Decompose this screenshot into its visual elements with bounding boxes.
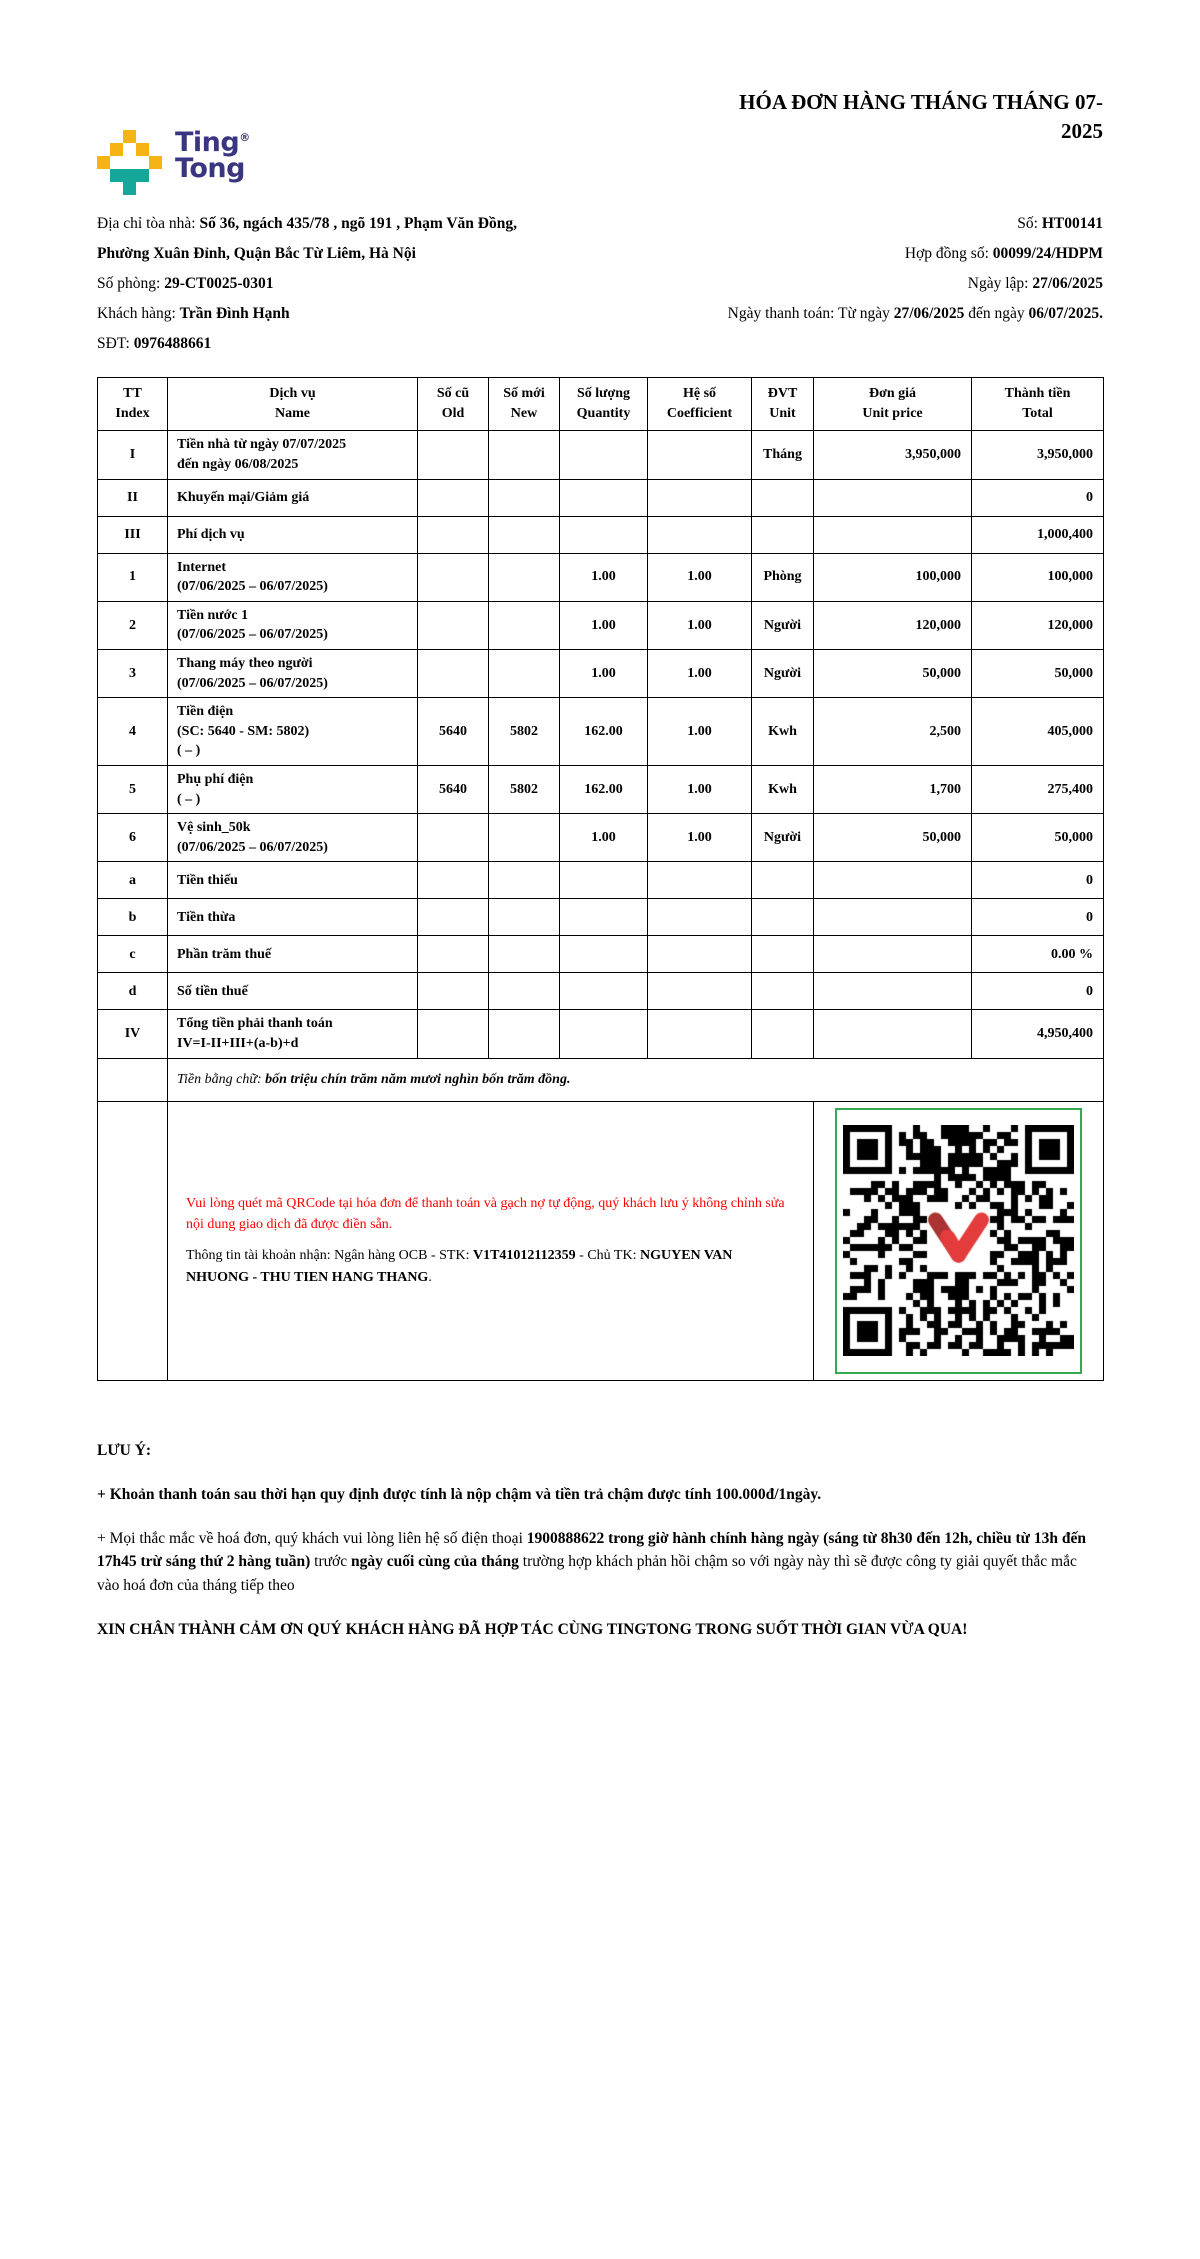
service-name-cell [168,601,418,649]
table-row [98,553,1104,601]
old-reading-cell [418,601,489,649]
logo-pixel [123,182,136,195]
account-holder: NGUYEN VAN NHUONG - THU TIEN HANG THANG [186,1248,733,1285]
col-header-new: Số mới New [489,377,560,431]
service-name-line: Tiền thừa [177,909,236,925]
brand-wordmark [175,127,250,185]
table-row [98,936,1104,973]
table-row [98,516,1104,553]
service-name-line: Khuyến mại/Giảm giá [177,489,310,505]
coefficient-cell: 1.00 [648,553,752,601]
invoice-table [97,377,1104,1381]
thank-you-message: XIN CHÂN THÀNH CẢM ƠN QUÝ KHÁCH HÀNG ĐÃ HỢP TÁC CÙNG TINGTONG TRONG SUỐT THỜI GIAN VỪA QUA! [97,1620,968,1638]
unit-cell: Phòng [752,553,814,601]
note-text: trường hợp khách phản hồi chậm so với ngày này thì sẽ được công ty giải quyết thắc mắc vào hoá đơn của tháng tiếp theo [97,1553,1077,1594]
amount-in-words-value: bốn triệu chín trăm năm mươi nghìn bốn trăm đồng. [265,1071,571,1087]
quantity-cell [560,1010,648,1058]
index-cell: 4 [98,698,168,766]
coefficient-cell [648,862,752,899]
field-value: Số 36, ngách 435/78 , ngõ 191 , Phạm Văn Đồng, [199,215,517,232]
invoice-table-footer [98,1058,1104,1380]
coefficient-cell: 1.00 [648,698,752,766]
field-value: 06/07/2025. [1028,304,1103,322]
old-reading-cell: 5640 [418,698,489,766]
old-reading-cell [418,814,489,862]
account-label: - Chủ TK: [575,1248,640,1264]
unit-price-cell [814,936,972,973]
invoice-title-line2: 2025 [1061,119,1103,144]
service-name-cell [168,479,418,516]
index-cell: d [98,973,168,1010]
index-cell: I [98,431,168,479]
col-header-quantity: Số lượng Quantity [560,377,648,431]
customer-phone [97,333,517,355]
unit-cell: Người [752,814,814,862]
table-header-row [98,377,1104,431]
qr-payment-notice: Vui lòng quét mã QRCode tại hóa đơn để thanh toán và gạch nợ tự động, quý khách lưu ý không chỉnh sửa nội dung giao dịch đã được điền sẵn. [186,1195,785,1233]
unit-cell [752,516,814,553]
total-cell: 0 [972,899,1104,936]
logo-pixel [110,143,123,156]
footer-notes [97,1439,1103,1642]
unit-price-cell [814,862,972,899]
new-reading-cell: 5802 [489,698,560,766]
unit-cell [752,479,814,516]
hotline-note [97,1527,1103,1597]
old-reading-cell [418,862,489,899]
brand-logo [97,127,250,195]
old-reading-cell [418,479,489,516]
index-cell: a [98,862,168,899]
total-cell: 0 [972,973,1104,1010]
service-name-cell [168,973,418,1010]
table-row [98,698,1104,766]
col-header-old: Số cũ Old [418,377,489,431]
unit-price-cell: 1,700 [814,765,972,813]
quantity-cell [560,973,648,1010]
table-row [98,1010,1104,1058]
hotline-number: 1900888622 trong giờ hành chính hàng ngày (sáng từ 8h30 đến 12h, chiều từ 13h đến 17h45 trừ sáng thứ 2 hàng tuần) [97,1530,1086,1571]
quantity-cell [560,936,648,973]
unit-price-cell: 50,000 [814,814,972,862]
field-label: Số: [1017,215,1042,232]
unit-cell [752,1010,814,1058]
service-name-line: Tiền điện [177,704,234,720]
total-cell: 3,950,000 [972,431,1104,479]
total-cell: 0 [972,479,1104,516]
service-name-line: ( – ) [177,791,201,807]
field-label: Hợp đồng số: [904,244,993,262]
invoice-title-line1: HÓA ĐƠN HÀNG THÁNG THÁNG 07- [739,90,1103,114]
index-cell: III [98,516,168,553]
field-value: Phường Xuân Đỉnh, Quận Bắc Từ Liêm, Hà Nội [97,244,416,262]
customer-name [97,303,517,325]
quantity-cell: 1.00 [560,650,648,698]
new-reading-cell: 5802 [489,765,560,813]
unit-cell [752,973,814,1010]
index-cell: 2 [98,601,168,649]
coefficient-cell: 1.00 [648,650,752,698]
quantity-cell [560,431,648,479]
field-value: 0976488661 [133,334,212,352]
building-info [97,213,517,363]
table-row [98,650,1104,698]
total-cell: 1,000,400 [972,516,1104,553]
service-name-line: Số tiền thuế [177,983,248,999]
new-reading-cell [489,936,560,973]
quantity-cell: 1.00 [560,553,648,601]
col-header-index: TT Index [98,377,168,431]
qr-code [843,1125,1074,1356]
service-name-line: Phần trăm thuế [177,946,272,962]
building-address-line1 [97,213,517,235]
field-value: HT00141 [1041,215,1103,232]
service-name-line: Phí dịch vụ [177,526,245,542]
room-number [97,273,517,295]
contract-number [728,243,1103,265]
unit-cell [752,862,814,899]
quantity-cell: 1.00 [560,601,648,649]
field-value: 27/06/2025 [1032,274,1103,292]
unit-price-cell [814,1010,972,1058]
service-name-line: Tiền nhà từ ngày 07/07/2025 [177,437,347,453]
new-reading-cell [489,516,560,553]
old-reading-cell [418,899,489,936]
service-name-line: đến ngày 06/08/2025 [177,457,299,473]
total-cell: 50,000 [972,650,1104,698]
coefficient-cell [648,1010,752,1058]
old-reading-cell: 5640 [418,765,489,813]
service-name-line: (07/06/2025 – 06/07/2025) [177,675,328,691]
old-reading-cell [418,553,489,601]
total-cell: 50,000 [972,814,1104,862]
new-reading-cell [489,553,560,601]
service-name-line: Vệ sinh_50k [177,820,251,836]
service-name-line: Thang máy theo người [177,656,313,671]
logo-pixel [97,156,110,169]
old-reading-cell [418,973,489,1010]
unit-price-cell [814,973,972,1010]
index-cell: 5 [98,765,168,813]
unit-cell [752,899,814,936]
old-reading-cell [418,650,489,698]
invoice-title [739,88,1103,147]
service-name-line: (07/06/2025 – 06/07/2025) [177,579,328,595]
coefficient-cell [648,973,752,1010]
amount-in-words-label: Tiền bằng chữ: [177,1071,266,1087]
payment-period [728,303,1103,325]
new-reading-cell [489,431,560,479]
service-name-line: (07/06/2025 – 06/07/2025) [177,839,328,855]
coefficient-cell [648,936,752,973]
logo-pixel [149,156,162,169]
unit-price-cell: 100,000 [814,553,972,601]
invoice-number [728,213,1103,235]
amount-in-words-cell [168,1058,1104,1101]
field-value: 00099/24/HDPM [992,244,1103,262]
header [97,88,1103,195]
unit-price-cell: 120,000 [814,601,972,649]
service-name-line: IV=I-II+III+(a-b)+d [177,1035,299,1051]
quantity-cell: 1.00 [560,814,648,862]
col-header-coefficient: Hệ số Coefficient [648,377,752,431]
coefficient-cell [648,516,752,553]
invoice-meta [728,213,1103,363]
total-cell: 100,000 [972,553,1104,601]
service-name-cell [168,650,418,698]
unit-cell: Người [752,650,814,698]
note-text-bold: ngày cuối cùng của tháng [350,1553,519,1571]
service-name-line: Tiền nước 1 [177,607,249,623]
index-cell: IV [98,1010,168,1058]
field-label: Số phòng: [97,274,165,292]
table-row [98,765,1104,813]
field-label: Ngày lập: [967,274,1033,292]
total-cell: 4,950,400 [972,1010,1104,1058]
new-reading-cell [489,1010,560,1058]
notes-heading: LƯU Ý: [97,1441,152,1459]
unit-price-cell: 2,500 [814,698,972,766]
unit-price-cell: 50,000 [814,650,972,698]
total-cell: 405,000 [972,698,1104,766]
payment-instructions-cell [168,1101,814,1380]
table-row [98,479,1104,516]
field-label: Khách hàng: [97,304,180,322]
table-row [98,862,1104,899]
field-label: Địa chỉ tòa nhà: [97,215,200,232]
coefficient-cell [648,479,752,516]
field-label: Ngày thanh toán: Từ ngày [727,304,894,322]
old-reading-cell [418,431,489,479]
new-reading-cell [489,601,560,649]
new-reading-cell [489,862,560,899]
service-name-cell [168,553,418,601]
index-cell: II [98,479,168,516]
invoice-table-body [98,431,1104,1058]
table-row [98,973,1104,1010]
total-cell: 0 [972,862,1104,899]
quantity-cell [560,899,648,936]
table-row [98,601,1104,649]
old-reading-cell [418,936,489,973]
unit-price-cell [814,516,972,553]
account-label: . [428,1269,432,1285]
issue-date [728,273,1103,295]
unit-cell: Kwh [752,765,814,813]
coefficient-cell [648,431,752,479]
empty-index-cell [98,1101,168,1380]
logo-pixel [136,169,149,182]
total-cell: 0.00 % [972,936,1104,973]
invoice-table-head [98,377,1104,431]
old-reading-cell [418,1010,489,1058]
unit-cell: Người [752,601,814,649]
old-reading-cell [418,516,489,553]
brand-name-line2: Tong [175,153,245,185]
service-name-line: Tiền thiếu [177,872,238,888]
brand-name-line1: Ting [175,127,240,158]
new-reading-cell [489,973,560,1010]
new-reading-cell [489,899,560,936]
qr-code-cell [814,1101,1104,1380]
quantity-cell: 162.00 [560,765,648,813]
field-value: 29-CT0025-0301 [164,274,274,292]
unit-cell: Kwh [752,698,814,766]
index-cell: 3 [98,650,168,698]
logo-pixel [123,130,136,143]
field-label: SĐT: [97,334,134,352]
unit-price-cell: 3,950,000 [814,431,972,479]
account-number: V1T41012112359 [472,1248,576,1264]
service-name-line: (07/06/2025 – 06/07/2025) [177,627,328,643]
service-name-cell [168,765,418,813]
service-name-cell [168,814,418,862]
col-header-total: Thành tiền Total [972,377,1104,431]
note-text: + Mọi thắc mắc về hoá đơn, quý khách vui lòng liên hệ số điện thoại [97,1530,527,1548]
service-name-cell [168,899,418,936]
col-header-unit: ĐVT Unit [752,377,814,431]
service-name-line: Tổng tiền phải thanh toán [177,1016,333,1032]
field-value: 27/06/2025 [893,304,965,322]
coefficient-cell: 1.00 [648,765,752,813]
amount-in-words-row [98,1058,1104,1101]
new-reading-cell [489,650,560,698]
field-value: Trần Đình Hạnh [179,304,290,322]
tingtong-logo-icon [97,130,162,195]
index-cell: 1 [98,553,168,601]
index-cell: c [98,936,168,973]
col-header-name: Dịch vụ Name [168,377,418,431]
logo-pixel [110,169,123,182]
quantity-cell: 162.00 [560,698,648,766]
service-name-cell [168,936,418,973]
qr-row [98,1101,1104,1380]
quantity-cell [560,516,648,553]
unit-price-cell [814,479,972,516]
service-name-line: (SC: 5640 - SM: 5802) [177,723,310,739]
new-reading-cell [489,479,560,516]
index-cell: 6 [98,814,168,862]
unit-cell [752,936,814,973]
quantity-cell [560,862,648,899]
unit-cell: Tháng [752,431,814,479]
table-row [98,814,1104,862]
service-name-cell [168,516,418,553]
coefficient-cell: 1.00 [648,601,752,649]
logo-pixel [136,143,149,156]
service-name-line: Phụ phí điện [177,771,254,787]
quantity-cell [560,479,648,516]
note-text: trước [310,1553,351,1571]
col-header-unit-price: Đơn giá Unit price [814,377,972,431]
late-payment-note: + Khoản thanh toán sau thời hạn quy định được tính là nộp chậm và tiền trả chậm được tính 100.000đ/1ngày. [97,1485,822,1503]
total-cell: 120,000 [972,601,1104,649]
qr-frame [835,1108,1082,1374]
service-name-cell [168,1010,418,1058]
service-name-line: ( – ) [177,743,201,759]
field-label: đến ngày [964,304,1029,322]
service-name-cell [168,431,418,479]
empty-index-cell [98,1058,168,1101]
logo-pixel [123,169,136,182]
table-row [98,899,1104,936]
unit-price-cell [814,899,972,936]
account-info [186,1245,795,1288]
service-name-line: Internet [177,559,226,575]
account-label: Thông tin tài khoản nhận: Ngân hàng OCB - STK: [186,1248,473,1264]
registered-mark: ® [239,131,250,144]
service-name-cell [168,698,418,766]
table-row [98,431,1104,479]
index-cell: b [98,899,168,936]
invoice-info [97,213,1103,363]
service-name-cell [168,862,418,899]
coefficient-cell [648,899,752,936]
new-reading-cell [489,814,560,862]
total-cell: 275,400 [972,765,1104,813]
coefficient-cell: 1.00 [648,814,752,862]
building-address-line2 [97,243,517,265]
